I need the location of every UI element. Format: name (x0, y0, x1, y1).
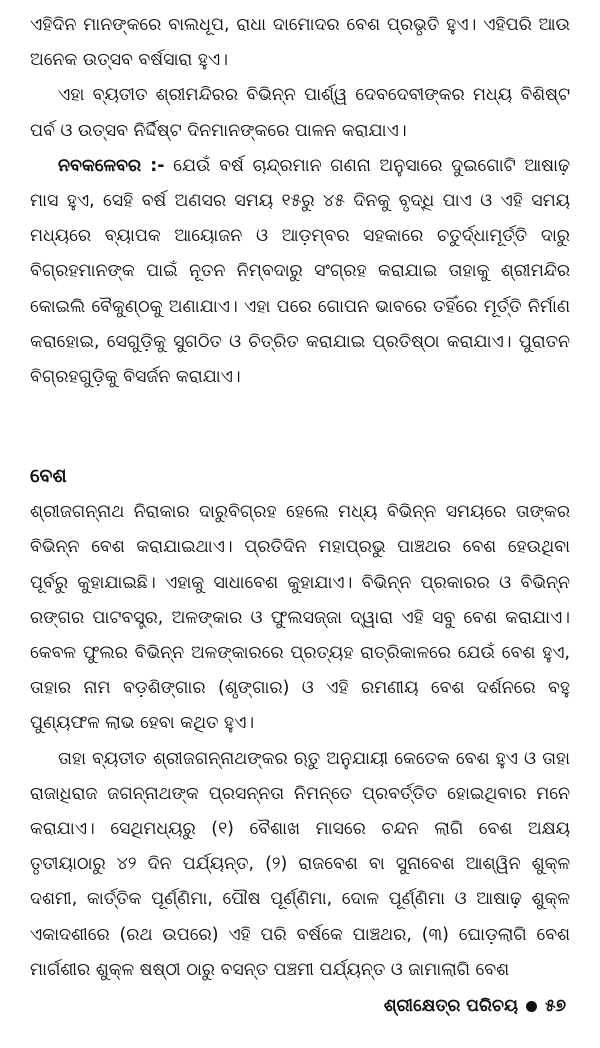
section-spacer (30, 395, 570, 459)
page-footer (384, 996, 566, 1016)
bullet-dot-icon (526, 1001, 537, 1012)
paragraph-besha-1: ଶ୍ରୀଜଗନ୍ନାଥ ନିରାକାର ଦାରୁବିଗ୍ରହ ହେଲେ ମଧ୍ୟ ବିଭିନ୍ନ ସମୟରେ ତାଙ୍କର ବିଭିନ୍ନ ବେଶ କରାଯାଇଥାଏ। ପ୍ରତିଦିନ ମହାପ୍ରଭୁ ପାଞ୍ଚଥର ବେଶ ହେଉଥିବା ପୂର୍ବରୁ କୁହାଯାଇଛି। ଏହାକୁ ସାଧାବେଶ କୁହାଯାଏ। ବିଭିନ୍ନ ପ୍ରକାରର ଓ ବିଭିନ୍ନ ରଙ୍ଗର ପାଟବସ୍ତ୍ର, ଅଳଙ୍କାର ଓ ଫୁଲସଜ୍ଜା ଦ୍ୱାରା ଏହି ସବୁ ବେଶ କରାଯାଏ। କେବଳ ଫୁଲର ବିଭିନ୍ନ ଅଳଙ୍କାରରେ ପ୍ରତ୍ୟହ ରାତ୍ରିକାଳରେ ଯେଉଁ ବେଶ ହୁଏ, ତାହାର ନାମ ବଡ଼ଶିଙ୍ଗାର (ଶୃଙ୍ଗାର) ଓ ଏହି ରମଣୀୟ ବେଶ ଦର୍ଶନରେ ବହୁ ପୁଣ୍ୟଫଳ ଲାଭ ହେବା କଥିତ ହୁଏ। (30, 502, 570, 734)
paragraph-festivals-2: ଏହା ବ୍ୟତୀତ ଶ୍ରୀମନ୍ଦିରର ବିଭିନ୍ନ ପାର୍ଶ୍ୱ ଦେବଦେବୀଙ୍କର ମଧ୍ୟ ବିଶିଷ୍ଟ ପର୍ବ ଓ ଉତ୍ସବ ନିର୍ଦ୍ଦିଷ୍ଟ ଦିନମାନଙ୍କରେ ପାଳନ କରାଯାଏ। (30, 85, 570, 141)
section-festivals (30, 8, 570, 395)
section-besha (30, 459, 570, 988)
paragraph-nabakalebara (30, 149, 570, 395)
nabakalebara-text: ଯେଉଁ ବର୍ଷ ଚାନ୍ଦ୍ରମାନ ଗଣନା ଅନୁସାରେ ଦୁଇଗୋଟି ଆଷାଢ଼ ମାସ ହୁଏ, ସେହି ବର୍ଷ ଅଣସର ସମୟ ୧୫ରୁ ୪୫ ଦିନକୁ ବୃଦ୍ଧି ପାଏ ଓ ଏହି ସମୟ ମଧ୍ୟରେ ବ୍ୟାପକ ଆୟୋଜନ ଓ ଆଡ଼ମ୍ବର ସହକାରେ ଚତୁର୍ଦ୍ଧାମୂର୍ତ୍ତି ଦାରୁ ବିଗ୍ରହମାନଙ୍କ ପାଇଁ ନୂତନ ନିମ୍ବଦାରୁ ସଂଗ୍ରହ କରାଯାଇ ତାହାକୁ ଶ୍ରୀମନ୍ଦିର କୋଇଲି ବୈକୁଣ୍ଠକୁ ଅଣାଯାଏ। ଏହା ପରେ ଗୋପନ ଭାବରେ ତହିଁରେ ମୂର୍ତ୍ତି ନିର୍ମାଣ କରାହୋଇ, ସେଗୁଡ଼ିକୁ ସୁଗଠିତ ଓ ଚିତ୍ରିତ କରାଯାଇ ପ୍ରତିଷ୍ଠା କରାଯାଏ। ପୁରାତନ ବିଗ୍ରହଗୁଡ଼ିକୁ ବିସର୍ଜନ କରାଯାଏ। (30, 155, 571, 388)
book-title: ଶ୍ରୀକ୍ଷେତ୍ର ପରିଚୟ (383, 996, 518, 1016)
paragraph-besha-2: ତାହା ବ୍ୟତୀତ ଶ୍ରୀଜଗନ୍ନାଥଙ୍କର ଋତୁ ଅନୁଯାୟୀ କେତେକ ବେଶ ହୁଏ ଓ ତାହା ରାଜାଧିରାଜ ଜଗନ୍ନାଥଙ୍କ ପ୍ରସନ୍ନତା ନିମନ୍ତେ ପ୍ରବର୍ତ୍ତିତ ହୋଇଥିବାର ମନେ କରାଯାଏ। ସେଥିମଧ୍ୟରୁ (୧) ବୈଶାଖ ମାସରେ ଚନ୍ଦନ ଲାଗି ବେଶ ଅକ୍ଷୟ ତୃତୀୟାଠାରୁ ୪୨ ଦିନ ପର୍ଯ୍ୟନ୍ତ, (୨) ରାଜବେଶ ବା ସୁନାବେଶ ଆଶ୍ୱିନ ଶୁକ୍ଳ ଦଶମୀ, କାର୍ତ୍ତିକ ପୂର୍ଣ୍ଣିମା, ପୌଷ ପୂର୍ଣ୍ଣିମା, ଦୋଳ ପୂର୍ଣ୍ଣିମା ଓ ଆଷାଢ଼ ଶୁକ୍ଳ ଏକାଦଶୀରେ (ରଥ ଉପରେ) ଏହି ପରି ବର୍ଷକେ ପାଞ୍ଚଥର, (୩) ଘୋଡ଼ଲାଗି ବେଶ ମାର୍ଗଶୀର ଶୁକ୍ଳ ଷଷ୍ଠୀ ଠାରୁ ବସନ୍ତ ପଞ୍ଚମୀ ପର୍ଯ୍ୟନ୍ତ ଓ ଜାମାଲାଗି ବେଶ (30, 748, 570, 980)
page-number: ୫୭ (544, 996, 566, 1016)
paragraph-festivals-1: ଏହିଦିନ ମାନଙ୍କରେ ବାଲଧୂପ, ରାଧା ଦାମୋଦର ବେଶ ପ୍ରଭୃତି ହୁଏ। ଏହିପରି ଆଉ ଅନେକ ଉତ୍ସବ ବର୍ଷସାରା ହୁଏ। (30, 15, 570, 71)
nabakalebara-lead: ନବକଳେବର :- (58, 155, 165, 176)
section-heading-besha: ବେଶ (30, 465, 67, 488)
